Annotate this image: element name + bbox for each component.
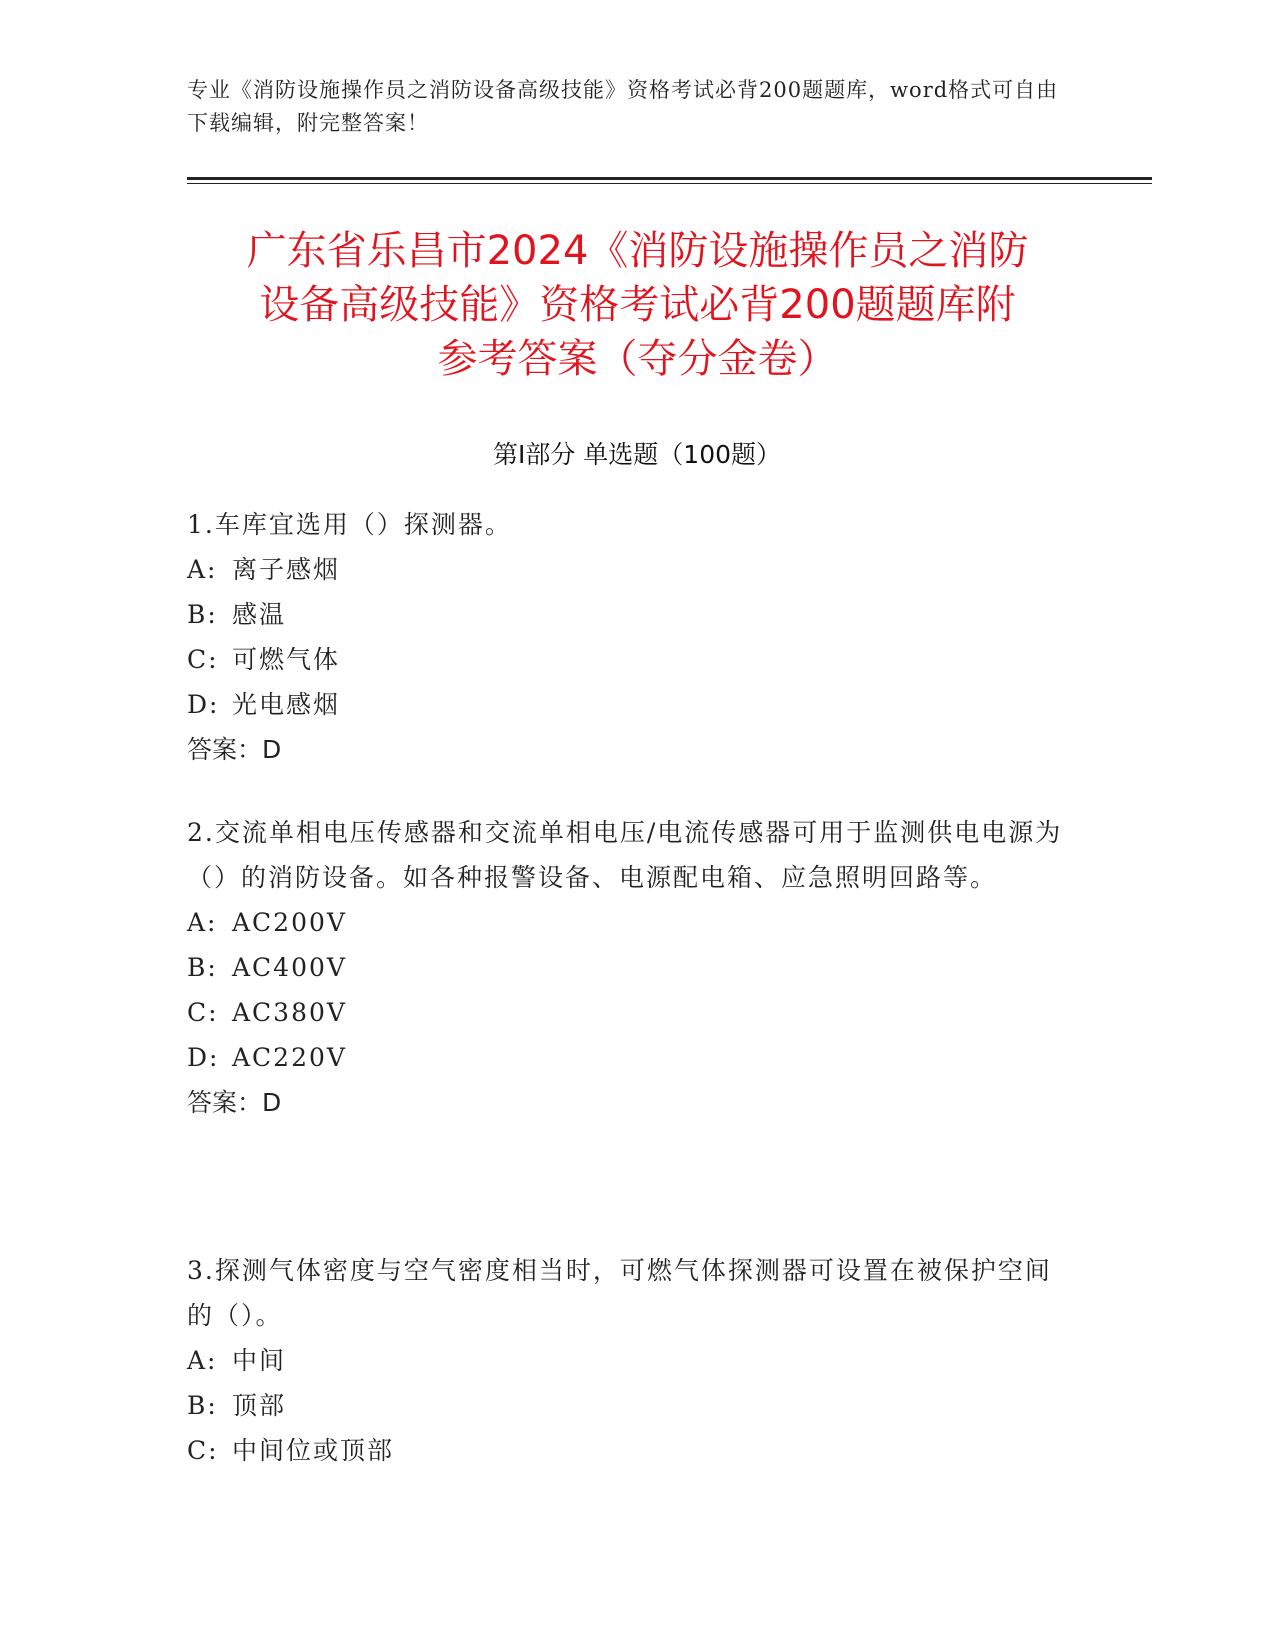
option-b	[187, 945, 1067, 990]
question-text: 3.探测气体密度与空气密度相当时，可燃气体探测器可设置在被保护空间的（）。	[187, 1256, 1052, 1330]
option-c	[187, 637, 1067, 682]
header-note: 专业《消防设施操作员之消防设备高级技能》资格考试必背200题题库，word格式可自由下载编辑，附完整答案！	[187, 78, 1059, 135]
option-label: D:	[187, 1043, 220, 1072]
option-a	[187, 547, 1067, 592]
option-label: D:	[187, 690, 220, 719]
option-label: C:	[187, 1436, 219, 1465]
title-line: 广东省乐昌市2024《消防设施操作员之消防	[246, 228, 1029, 274]
option-label: C:	[187, 998, 219, 1027]
answer: 答案：D	[187, 735, 282, 764]
option-text: 感温	[232, 600, 287, 629]
option-text: AC220V	[232, 1043, 347, 1072]
option-text: 离子感烟	[232, 555, 341, 584]
option-text: 光电感烟	[232, 690, 341, 719]
option-text: 中间	[232, 1346, 287, 1375]
title-line: 设备高级技能》资格考试必背200题题库附	[259, 282, 1016, 328]
question-3	[187, 1248, 1067, 1473]
question-text: 2.交流单相电压传感器和交流单相电压/电流传感器可用于监测供电电源为（）的消防设备。如各种报警设备、电源配电箱、应急照明回路等。	[187, 818, 1063, 892]
option-text: AC380V	[232, 998, 347, 1027]
header-rule-thin	[187, 183, 1152, 184]
option-d	[187, 682, 1067, 727]
option-text: AC400V	[232, 953, 347, 982]
option-label: B:	[187, 1391, 218, 1420]
option-c	[187, 1428, 1067, 1473]
option-text: 顶部	[232, 1391, 287, 1420]
title-line: 参考答案（夺分金卷）	[437, 336, 838, 382]
option-a	[187, 900, 1067, 945]
header-rule-thick	[187, 177, 1152, 180]
option-label: A:	[187, 1346, 218, 1375]
option-label: B:	[187, 953, 218, 982]
option-b	[187, 592, 1067, 637]
option-label: A:	[187, 555, 218, 584]
document-title	[150, 224, 1125, 386]
option-d	[187, 1035, 1067, 1080]
option-label: B:	[187, 600, 218, 629]
option-c	[187, 990, 1067, 1035]
option-text: 可燃气体	[232, 645, 341, 674]
section-heading: 第Ⅰ部分 单选题（100题）	[492, 440, 782, 469]
answer: 答案：D	[187, 1088, 282, 1117]
option-text: 中间位或顶部	[232, 1436, 395, 1465]
option-label: A:	[187, 908, 218, 937]
option-b	[187, 1383, 1067, 1428]
option-label: C:	[187, 645, 219, 674]
question-2	[187, 810, 1067, 1125]
question-text: 1.车库宜选用（）探测器。	[187, 510, 512, 539]
option-text: AC200V	[232, 908, 347, 937]
question-1	[187, 502, 1067, 772]
option-a	[187, 1338, 1067, 1383]
